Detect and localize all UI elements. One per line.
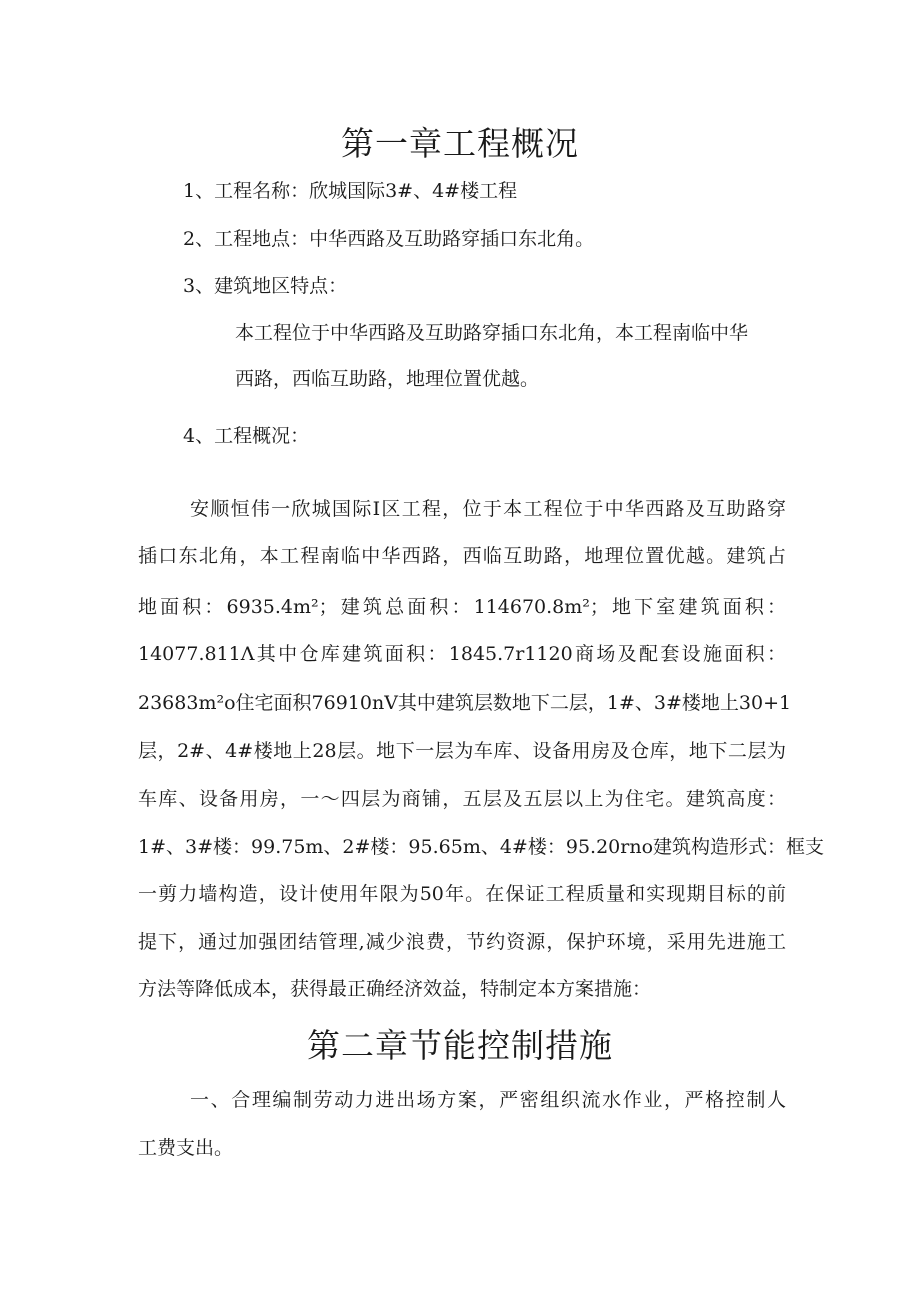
overview-line-3: 地面积：6935.4m²；建筑总面积：114670.8m²；地下室建筑面积： bbox=[138, 596, 786, 618]
overview-line-1: 安顺恒伟一欣城国际I区工程，位于本工程位于中华西路及互助路穿 bbox=[190, 498, 786, 520]
overview-line-9: 一剪力墙构造，设计使用年限为50年。在保证工程质量和实现期目标的前 bbox=[138, 883, 786, 905]
item-overview-heading: 4、工程概况： bbox=[183, 425, 310, 447]
overview-line-5: 23683m²o住宅面积76910nV其中建筑层数地下二层，1#、3#楼地上30+1 bbox=[138, 692, 792, 714]
chapter-2-line-1: 一、合理编制劳动力进出场方案，严密组织流水作业，严格控制人 bbox=[190, 1089, 786, 1111]
overview-line-10: 提下，通过加强团结管理,减少浪费，节约资源，保护环境，采用先进施工 bbox=[138, 931, 786, 953]
item-project-location: 2、工程地点：中华西路及互助路穿插口东北角。 bbox=[183, 228, 595, 250]
location-text-line-2: 西路，西临互助路，地理位置优越。 bbox=[235, 368, 540, 390]
overview-line-6: 层，2#、4#楼地上28层。地下一层为车库、设备用房及仓库，地下二层为 bbox=[138, 740, 786, 762]
item-project-name: 1、工程名称：欣城国际3#、4#楼工程 bbox=[183, 180, 518, 202]
overview-line-11: 方法等降低成本，获得最正确经济效益，特制定本方案措施： bbox=[138, 978, 652, 1000]
item-area-features: 3、建筑地区特点： bbox=[183, 275, 348, 297]
overview-line-4: 14077.811Λ其中仓库建筑面积：1845.7r1120商场及配套设施面积： bbox=[138, 643, 786, 665]
overview-line-2: 插口东北角，本工程南临中华西路，西临互助路，地理位置优越。建筑占 bbox=[138, 545, 786, 567]
overview-line-8: 1#、3#楼：99.75m、2#楼：95.65m、4#楼：95.20rno建筑构造形式：框支 bbox=[138, 836, 825, 858]
chapter-1-title: 第一章工程概况 bbox=[341, 124, 579, 163]
overview-line-7: 车库、设备用房，一～四层为商铺，五层及五层以上为住宅。建筑高度： bbox=[138, 788, 786, 810]
location-text-line-1: 本工程位于中华西路及互助路穿插口东北角，本工程南临中华 bbox=[235, 322, 749, 344]
chapter-2-line-2: 工费支出。 bbox=[138, 1137, 234, 1159]
chapter-2-title: 第二章节能控制措施 bbox=[307, 1026, 613, 1065]
